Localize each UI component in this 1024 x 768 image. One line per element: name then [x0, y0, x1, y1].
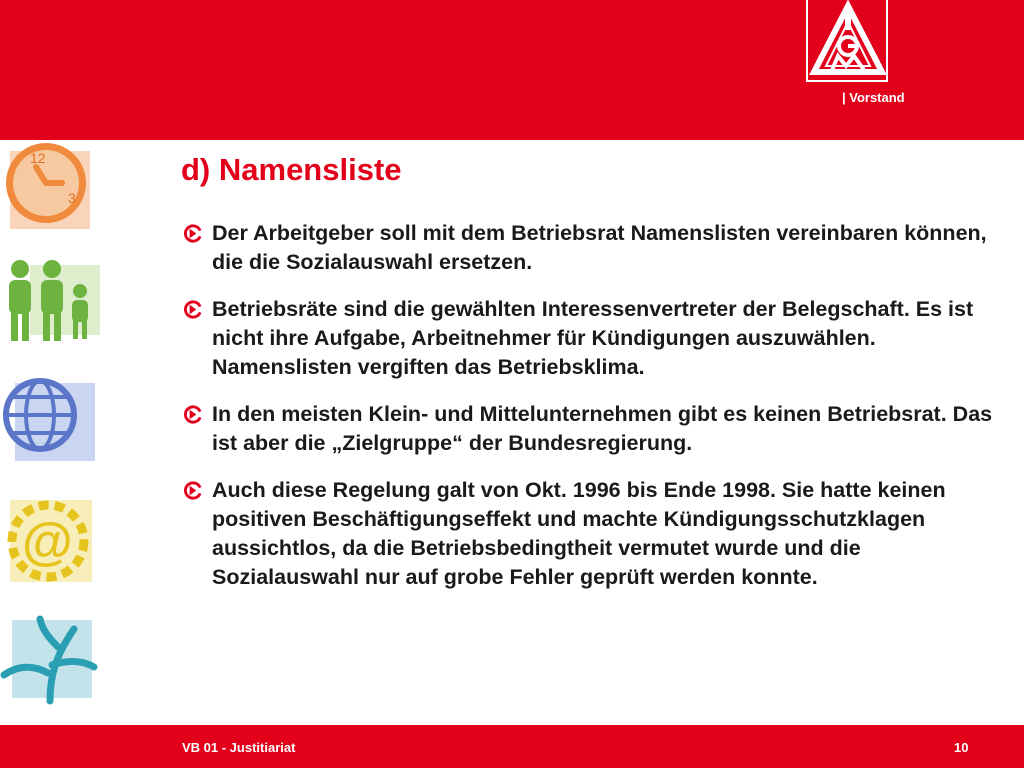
department-label: | Vorstand — [842, 90, 905, 105]
header-bar — [0, 0, 1024, 140]
bullet-item — [182, 295, 1002, 382]
bullet-text: In den meisten Klein- und Mittelunternehmen gibt es keinen Betriebsrat. Das ist aber die „Zielgruppe“ der Bundesregierung. — [212, 402, 993, 455]
arrow-bullet-icon — [182, 223, 203, 244]
svg-text:12: 12 — [30, 150, 46, 166]
bullet-item — [182, 219, 1002, 277]
people-icon — [0, 255, 100, 345]
footer-bar — [0, 725, 1024, 768]
arrow-bullet-icon — [182, 299, 203, 320]
igm-triangle-icon — [808, 0, 888, 80]
plant-icon — [0, 615, 100, 705]
arrow-bullet-icon — [182, 404, 203, 425]
bullet-list — [182, 219, 1002, 610]
svg-text:@: @ — [22, 513, 73, 571]
footer-label: VB 01 - Justitiariat — [182, 740, 296, 755]
igm-logo — [806, 0, 888, 82]
arrow-bullet-icon — [182, 480, 203, 501]
svg-text:3: 3 — [68, 190, 76, 206]
globe-icon — [0, 375, 100, 465]
at-sign-icon — [0, 495, 100, 585]
icon-sidebar — [0, 140, 110, 720]
bullet-item — [182, 400, 1002, 458]
slide-title: d) Namensliste — [181, 152, 402, 187]
page-number: 10 — [954, 740, 969, 755]
clock-icon — [0, 143, 100, 233]
bullet-text: Auch diese Regelung galt von Okt. 1996 bis Ende 1998. Sie hatte keinen positiven Beschäftigungseffekt und machte Kündigungsschutzklagen aussichtlos, da die Betriebsbedingtheit vermutet wurde und die Sozialauswahl nur auf grobe Fehler geprüft werden konnte. — [212, 478, 946, 589]
bullet-item — [182, 476, 1002, 592]
bullet-text: Betriebsräte sind die gewählten Interessenvertreter der Belegschaft. Es ist nicht ihre Aufgabe, Arbeitnehmer für Kündigungen auszuwählen. Namenslisten vergiften das Betriebsklima. — [212, 297, 974, 379]
bullet-text: Der Arbeitgeber soll mit dem Betriebsrat Namenslisten vereinbaren können, die die Sozialauswahl ersetzen. — [212, 221, 987, 274]
